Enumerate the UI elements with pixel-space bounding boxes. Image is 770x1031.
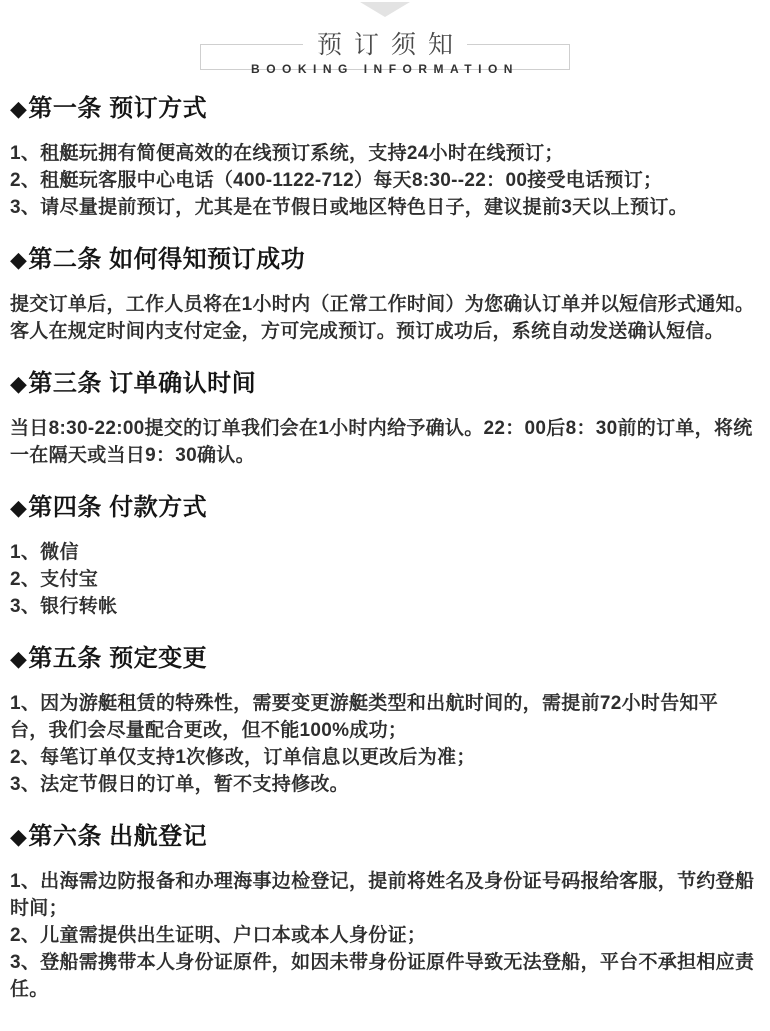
section-heading xyxy=(10,369,756,399)
section-payment-methods xyxy=(10,493,756,620)
list-item: 2、儿童需提供出生证明、户口本或本人身份证； xyxy=(10,925,427,946)
list-item: 1、租艇玩拥有简便高效的在线预订系统，支持24小时在线预订； xyxy=(10,143,564,164)
list-item: 2、租艇玩客服中心电话（400-1122-712）每天8:30--22：00接受电话预订； xyxy=(10,170,663,191)
page-header xyxy=(200,31,570,76)
list-item: 2、支付宝 xyxy=(10,569,99,590)
list-item: 2、每笔订单仅支持1次修改，订单信息以更改后为准； xyxy=(10,747,476,768)
section-heading xyxy=(10,94,756,124)
page-title: 预订须知 xyxy=(303,31,467,59)
list-item: 3、登船需携带本人身份证原件，如因未带身份证原件导致无法登船，平台不承担相应责任。 xyxy=(10,952,755,1000)
diamond-icon: ◆ xyxy=(10,247,28,272)
section-heading xyxy=(10,245,756,275)
section-heading xyxy=(10,822,756,852)
paragraph: 当日8:30-22:00提交的订单我们会在1小时内给予确认。22：00后8：30前的订单，将统一在隔天或当日9：30确认。 xyxy=(10,418,753,466)
section-booking-confirmation xyxy=(10,245,756,345)
diamond-icon: ◆ xyxy=(10,96,28,121)
diamond-icon: ◆ xyxy=(10,495,28,520)
list-item: 3、法定节假日的订单，暂不支持修改。 xyxy=(10,774,349,795)
section-heading-label: 第三条 订单确认时间 xyxy=(28,370,257,397)
list-item: 1、出海需边防报备和办理海事边检登记，提前将姓名及身份证号码报给客服，节约登船时间； xyxy=(10,871,755,919)
section-heading-label: 第六条 出航登记 xyxy=(28,823,208,850)
section-heading-label: 第五条 预定变更 xyxy=(28,645,208,672)
section-order-confirm-time xyxy=(10,369,756,469)
section-heading-label: 第二条 如何得知预订成功 xyxy=(28,246,306,273)
down-triangle-icon xyxy=(360,2,410,17)
list-item: 3、请尽量提前预订，尤其是在节假日或地区特色日子，建议提前3天以上预订。 xyxy=(10,197,688,218)
paragraph: 提交订单后，工作人员将在1小时内（正常工作时间）为您确认订单并以短信形式通知。客人在规定时间内支付定金，方可完成预订。预订成功后，系统自动发送确认短信。 xyxy=(10,294,755,342)
page-subtitle: BOOKING INFORMATION xyxy=(251,62,519,76)
list-item: 3、银行转帐 xyxy=(10,596,118,617)
section-heading xyxy=(10,493,756,523)
section-heading xyxy=(10,644,756,674)
diamond-icon: ◆ xyxy=(10,371,28,396)
diamond-icon: ◆ xyxy=(10,646,28,671)
section-heading-label: 第一条 预订方式 xyxy=(28,95,208,122)
list-item: 1、因为游艇租赁的特殊性，需要变更游艇类型和出航时间的，需提前72小时告知平台，我们会尽量配合更改，但不能100%成功； xyxy=(10,693,719,741)
section-booking-changes xyxy=(10,644,756,798)
content-area xyxy=(0,94,770,1023)
section-departure-registration xyxy=(10,822,756,1003)
diamond-icon: ◆ xyxy=(10,824,28,849)
section-booking-method xyxy=(10,94,756,221)
list-item: 1、微信 xyxy=(10,542,79,563)
section-heading-label: 第四条 付款方式 xyxy=(28,494,208,521)
